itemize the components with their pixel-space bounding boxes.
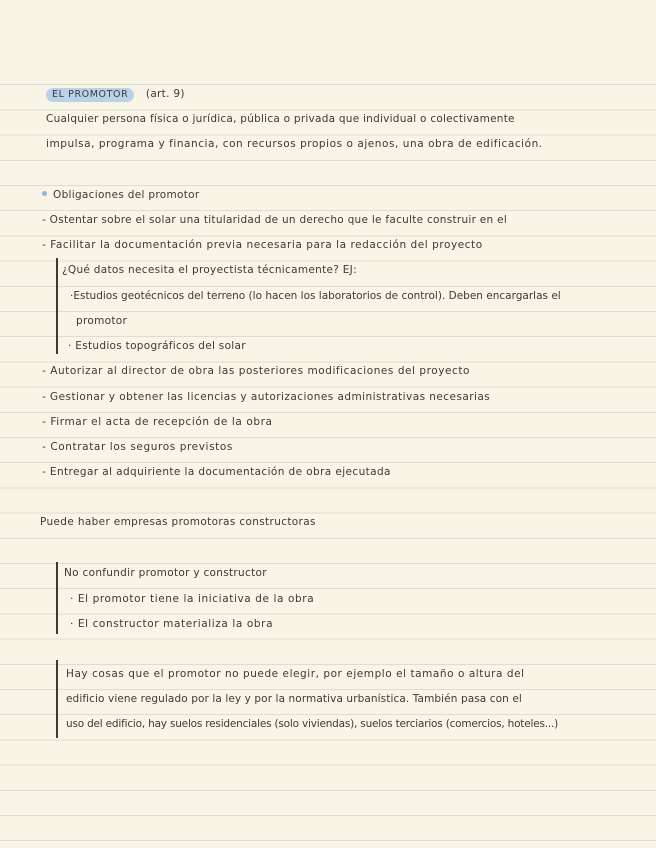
obligation-item: - Contratar los seguros previstos [42,441,233,453]
note-paragraph-line: edificio viene regulado por la ley y por la normativa urbanística. También pasa con el [66,693,522,705]
sub-item-continuation: promotor [76,315,128,327]
definition-line-2: impulsa, programa y financia, con recursos propios o ajenos, una obra de edificación. [46,138,543,150]
sub-item: ·Estudios geotécnicos del terreno (lo hacen los laboratorios de control). Deben encargarlas el [70,290,561,302]
obligation-item: - Gestionar y obtener las licencias y autorizaciones administrativas necesarias [42,391,491,403]
obligation-item: - Ostentar sobre el solar una titularidad de un derecho que le faculte construir en el [42,214,508,226]
heading-highlight: EL PROMOTOR [46,88,134,102]
compare-item: · El promotor tiene la iniciativa de la obra [70,593,315,605]
definition-line-1: Cualquier persona física o jurídica, pública o privada que individual o colectivamente [46,113,515,125]
margin-bar [56,562,58,634]
section-heading [46,87,185,102]
note-paragraph-line: uso del edificio, hay suelos residenciales (solo viviendas), suelos terciarios (comercios, hoteles...) [66,718,559,730]
compare-item: · El constructor materializa la obra [70,618,274,630]
obligation-item: - Entregar al adquiriente la documentación de obra ejecutada [42,466,391,478]
note-paragraph-line: Hay cosas que el promotor no puede elegir, por ejemplo el tamaño o altura del [66,668,525,680]
sub-item: · Estudios topográficos del solar [68,340,246,352]
obligation-item: - Facilitar la documentación previa necesaria para la redacción del proyecto [42,239,483,251]
note-line: Puede haber empresas promotoras constructoras [40,516,316,528]
article-reference: (art. 9) [145,88,185,100]
bullet-dot-icon [42,191,47,196]
obligations-title-text: Obligaciones del promotor [53,189,200,201]
margin-bar [56,660,58,738]
margin-bar [56,258,58,354]
obligations-title [42,188,199,202]
compare-title: No confundir promotor y constructor [64,567,267,579]
sub-question: ¿Qué datos necesita el proyectista técnicamente? EJ: [62,264,357,276]
obligation-item: - Autorizar al director de obra las posteriores modificaciones del proyecto [42,365,470,377]
obligation-item: - Firmar el acta de recepción de la obra [42,416,273,428]
